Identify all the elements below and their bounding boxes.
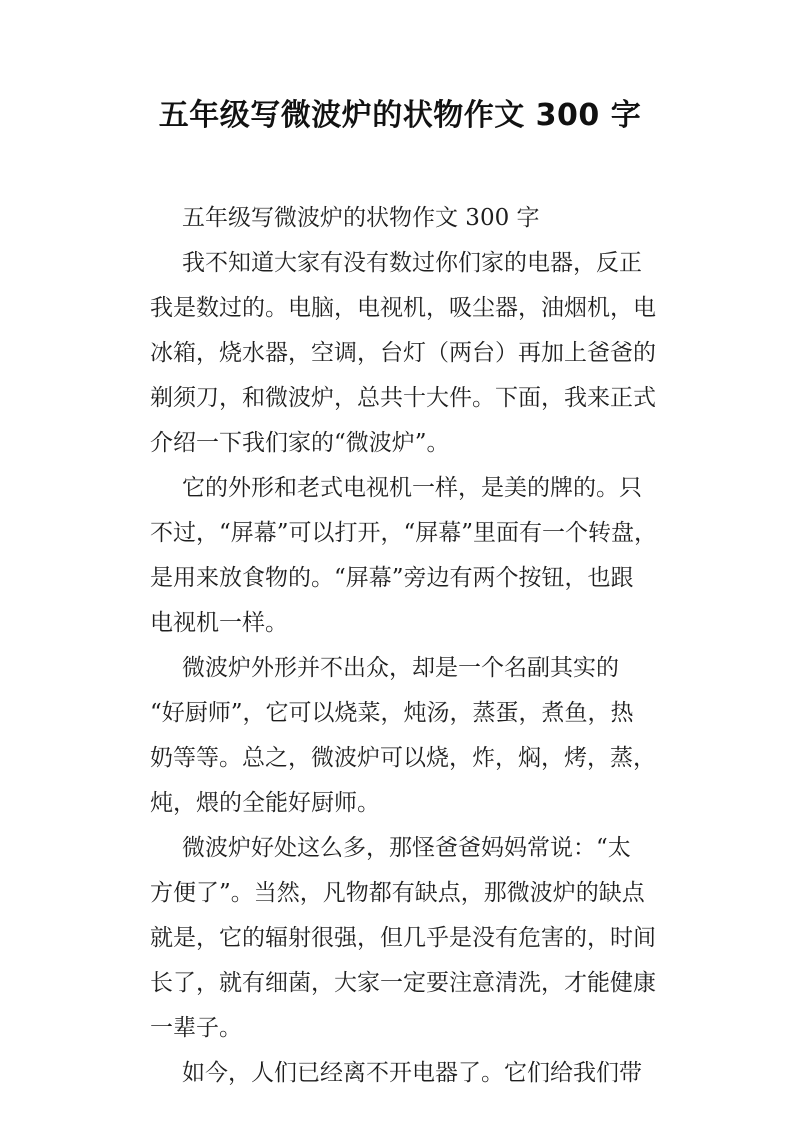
text-line: 是用来放食物的。“屏幕”旁边有两个按钮，也跟 (150, 565, 634, 591)
text-line: 方便了”。当然，凡物都有缺点，那微波炉的缺点 (150, 880, 645, 906)
text-line: 微波炉外形并不出众，却是一个名副其实的 (182, 655, 619, 681)
text-line: 它的外形和老式电视机一样，是美的牌的。只 (182, 475, 642, 501)
text-line-subtitle: 五年级写微波炉的状物作文 300 字 (182, 205, 540, 231)
text-line: 就是，它的辐射很强，但几乎是没有危害的，时间 (150, 925, 656, 951)
text-line: 介绍一下我们家的“微波炉”。 (150, 430, 450, 456)
text-line: 炖，煨的全能好厨师。 (150, 790, 380, 816)
text-line: 冰箱，烧水器，空调，台灯（两台）再加上爸爸的 (150, 340, 656, 366)
text-line: 如今，人们已经离不开电器了。它们给我们带 (182, 1060, 642, 1086)
text-line: 不过，“屏幕”可以打开，“屏幕”里面有一个转盘， (150, 520, 658, 546)
document-title: 五年级写微波炉的状物作文 300 字 (158, 98, 642, 133)
text-line: 我是数过的。电脑，电视机，吸尘器，油烟机，电 (150, 295, 656, 321)
text-line: 一辈子。 (150, 1015, 242, 1041)
text-line: “好厨师”，它可以烧菜，炖汤，蒸蛋，煮鱼，热 (150, 700, 634, 726)
document-body (150, 196, 670, 1096)
text-line: 奶等等。总之，微波炉可以烧，炸，焖，烤，蒸， (150, 745, 656, 771)
text-line: 微波炉好处这么多，那怪爸爸妈妈常说：“太 (182, 835, 631, 861)
text-line: 我不知道大家有没有数过你们家的电器，反正 (182, 250, 642, 276)
text-line: 长了，就有细菌，大家一定要注意清洗，才能健康 (150, 970, 656, 996)
text-line: 剃须刀，和微波炉，总共十大件。下面，我来正式 (150, 385, 656, 411)
text-line: 电视机一样。 (150, 610, 288, 636)
